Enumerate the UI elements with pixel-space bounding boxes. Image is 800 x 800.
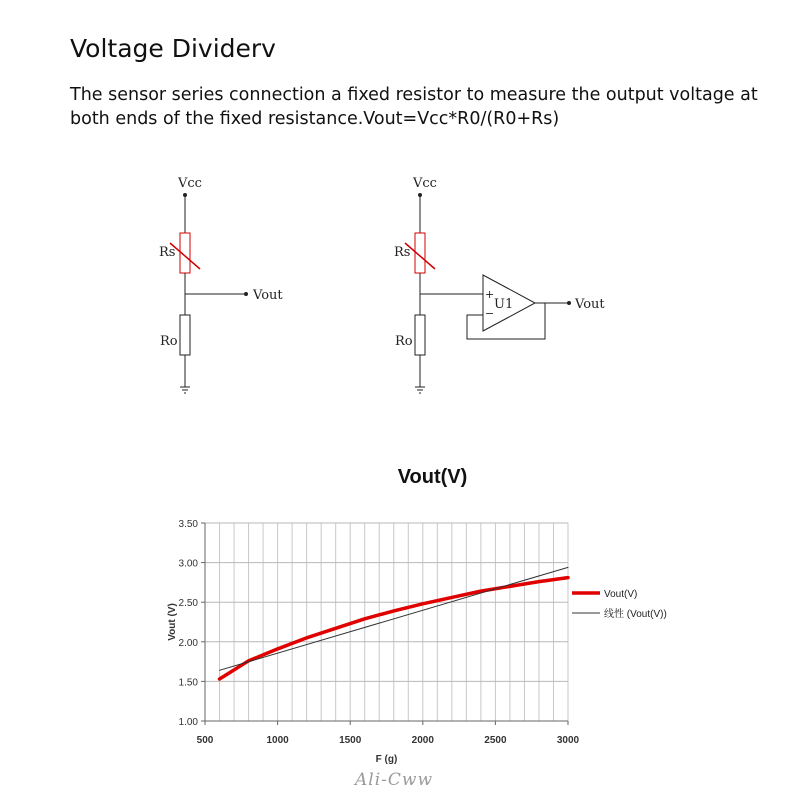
- op-amp-minus: −: [485, 307, 495, 320]
- y-tick-label: 2.50: [178, 598, 198, 610]
- buffered-divider-circuit: [375, 165, 635, 410]
- x-tick-label: 1500: [339, 735, 362, 746]
- vout-label: Vout: [253, 288, 283, 303]
- x-tick-label: 3000: [556, 735, 580, 746]
- y-tick-label: 3.00: [178, 558, 198, 570]
- page-title: Voltage Dividerv: [70, 34, 276, 63]
- r0-resistor: [415, 315, 425, 355]
- description-text: The sensor series connection a fixed resistor to measure the output voltage at both ends of the fixed resistance.Vout=Vcc*R0/(R0+Rs): [70, 85, 758, 129]
- x-axis-label: F (g): [375, 754, 398, 765]
- y-tick-label: 2.00: [178, 637, 198, 649]
- y-tick-label: 1.00: [178, 717, 198, 728]
- r0-resistor: [180, 315, 190, 355]
- voltage-divider-circuit: [140, 165, 310, 410]
- x-tick-label: 2500: [484, 735, 507, 746]
- x-tick-label: 500: [196, 735, 214, 746]
- vout-label: Vout: [575, 297, 605, 312]
- ground-icon: [415, 387, 425, 393]
- vout-node: [567, 301, 571, 305]
- vcc-label: Vcc: [413, 176, 437, 191]
- rs-label: Rs: [159, 245, 176, 260]
- x-tick-label: 1000: [266, 735, 289, 746]
- rs-label: Rs: [394, 245, 411, 260]
- y-tick-label: 1.50: [178, 677, 198, 689]
- chart-title: Vout(V): [397, 466, 468, 488]
- y-tick-label: 3.50: [178, 519, 198, 530]
- x-tick-label: 2000: [411, 735, 434, 746]
- legend-label: 线性 (Vout(V)): [604, 609, 667, 620]
- op-amp-label: U1: [494, 297, 514, 312]
- op-amp-plus: +: [485, 288, 495, 301]
- r0-label: Ro: [395, 334, 413, 349]
- y-axis-label: Vout (V): [167, 603, 178, 641]
- vcc-label: Vcc: [178, 176, 202, 191]
- legend-label: Vout(V): [604, 589, 638, 600]
- r0-label: Ro: [160, 334, 178, 349]
- watermark: Ali-Cww: [355, 770, 434, 790]
- vout-chart: [150, 505, 720, 775]
- ground-icon: [180, 387, 190, 393]
- vout-node: [244, 292, 248, 296]
